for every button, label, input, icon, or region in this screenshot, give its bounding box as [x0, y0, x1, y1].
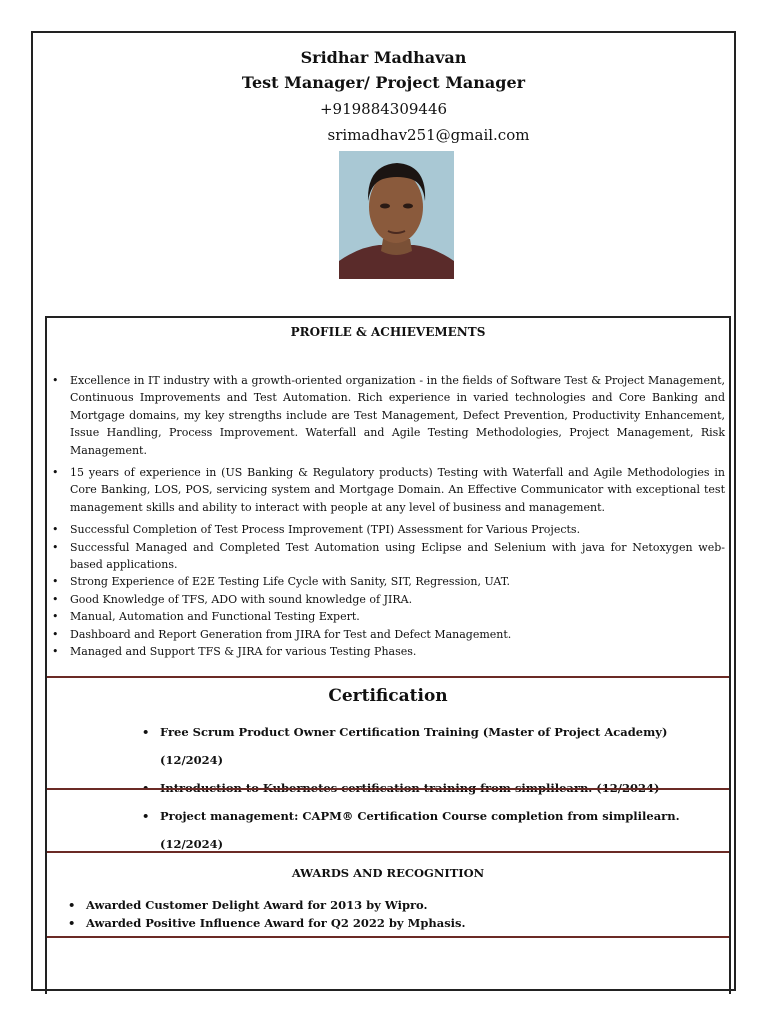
- profile-photo: [339, 151, 454, 279]
- list-item: • Manual, Automation and Functional Testing Expert.: [50, 608, 725, 625]
- list-item: • Awarded Customer Delight Award for 2013 by Wipro.: [66, 896, 686, 914]
- list-item: • Managed and Support TFS & JIRA for various Testing Phases.: [50, 643, 725, 660]
- section-divider: [47, 936, 729, 938]
- portrait-image: [339, 151, 454, 279]
- profile-list: [50, 372, 725, 661]
- section-divider: [47, 788, 729, 790]
- list-item: • Strong Experience of E2E Testing Life Cycle with Sanity, SIT, Regression, UAT.: [50, 573, 725, 590]
- list-item: • Excellence in IT industry with a growth-oriented organization - in the fields of Software Test & Project Management, Continuous Improvements and Test Automation. Rich experience in varied technologies and Core Banking and Mortgage domains, my key strengths include are Test Management, Defect Prevention, Productivity Enhancement, Issue Handling, Process Improvement. Waterfall and Agile Testing Methodologies, Project Management, Risk Management.: [50, 372, 725, 459]
- list-item: • Successful Completion of Test Process Improvement (TPI) Assessment for Various Projects.: [50, 521, 725, 538]
- candidate-role: Test Manager/ Project Manager: [241, 73, 526, 92]
- list-item: • Successful Managed and Completed Test Automation using Eclipse and Selenium with java for Netoxygen web-based applications.: [50, 539, 725, 574]
- email-address: srimadhav251@gmail.com: [327, 126, 530, 144]
- list-item: • Free Scrum Product Owner Certification Training (Master of Project Academy) (12/2024): [140, 718, 730, 774]
- section-divider: [47, 851, 729, 853]
- awards-heading: AWARDS AND RECOGNITION: [291, 866, 485, 880]
- awards-list: [66, 896, 686, 932]
- list-item: • Good Knowledge of TFS, ADO with sound knowledge of JIRA.: [50, 591, 725, 608]
- list-item: • 15 years of experience in (US Banking & Regulatory products) Testing with Waterfall and Agile Methodologies in Core Banking, LOS, POS, servicing system and Mortgage Domain. An Effective Communicator with exceptional test management skills and ability to interact with people at any level of business and management.: [50, 464, 725, 516]
- candidate-name: Sridhar Madhavan: [300, 48, 467, 67]
- list-item: • Awarded Positive Influence Award for Q2 2022 by Mphasis.: [66, 914, 686, 932]
- section-divider: [47, 676, 729, 678]
- phone-number: +919884309446: [319, 100, 448, 118]
- certification-heading: Certification: [328, 686, 448, 706]
- profile-heading: PROFILE & ACHIEVEMENTS: [290, 325, 486, 339]
- list-item: • Dashboard and Report Generation from JIRA for Test and Defect Management.: [50, 626, 725, 643]
- list-item: • Project management: CAPM® Certification Course completion from simplilearn. (12/2024): [140, 802, 730, 858]
